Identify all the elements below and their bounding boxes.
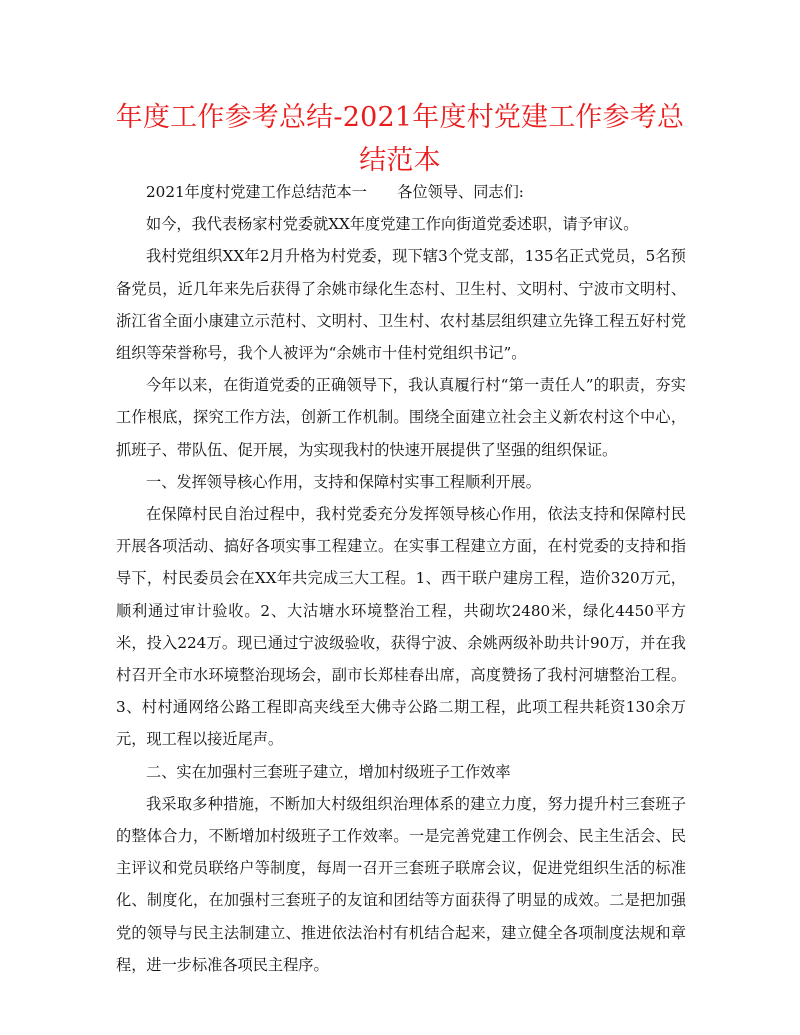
section-heading-two: 二、实在加强村三套班子建立，增加村级班子工作效率	[146, 762, 511, 781]
paragraph-this-year: 今年以来，在街道党委的正确领导下，我认真履行村“第一责任人”的职责，夯实工作根底，探究工作方法，创新工作机制。围绕全面建立社会主义新农村这个中心，抓班子、带队伍、促开展，为实现我村的快速开展提供了坚强的组织保证。	[116, 376, 686, 459]
paragraph-village-party-organization: 我村党组织XX年2月升格为村党委，现下辖3个党支部，135名正式党员，5名预备党员，近几年来先后获得了余姚市绿化生态村、卫生村、文明村、宁波市文明村、浙江省全面小康建立示范村、文明村、卫生村、农村基层组织建立先锋工程五好村党组织等荣誉称号，我个人被评为“余姚市十佳村党组织书记”。	[116, 247, 686, 363]
section-heading-one: 一、发挥领导核心作用，支持和保障村实事工程顺利开展。	[146, 472, 541, 491]
paragraph-intro: 如今，我代表杨家村党委就XX年度党建工作向街道党委述职，请予审议。	[146, 215, 639, 234]
document-title: 年度工作参考总结-2021年度村党建工作参考总结范本	[115, 102, 685, 176]
paragraph-projects: 在保障村民自治过程中，我村党委充分发挥领导核心作用，依法支持和保障村民开展各项活动、搞好各项实事工程建立。在实事工程建立方面，在村党委的支持和指导下，村民委员会在XX年共完成三大工程。1、西干联户建房工程，造价320万元，顺利通过审计验收。2、大沽塘水环境整治工程，共砌坎2480米，绿化4450平方米，投入224万。现已通过宁波级验收，获得宁波、余姚两级补助共计90万，并在我村召开全市水环境整治现场会，副市长郑桂春出席，高度赞扬了我村河塘整治工程。3、村村通网络公路工程即高夹线至大佛寺公路二期工程，此项工程共耗资130余万元，现工程以接近尾声。	[116, 505, 686, 749]
paragraph-team-building: 我采取多种措施，不断加大村级组织治理体系的建立力度，努力提升村三套班子的整体合力，不断增加村级班子工作效率。一是完善党建工作例会、民主生活会、民主评议和党员联络户等制度，每周一召开三套班子联席会议，促进党组织生活的标准化、制度化，在加强村三套班子的友谊和团结等方面获得了明显的成效。二是把加强党的领导与民主法制建立、推进依法治村有机结合起来，建立健全各项制度法规和章程，进一步标准各项民主程序。	[116, 794, 686, 974]
document-body	[116, 176, 686, 981]
paragraph-opening: 2021年度村党建工作总结范本一 各位领导、同志们:	[146, 183, 524, 201]
